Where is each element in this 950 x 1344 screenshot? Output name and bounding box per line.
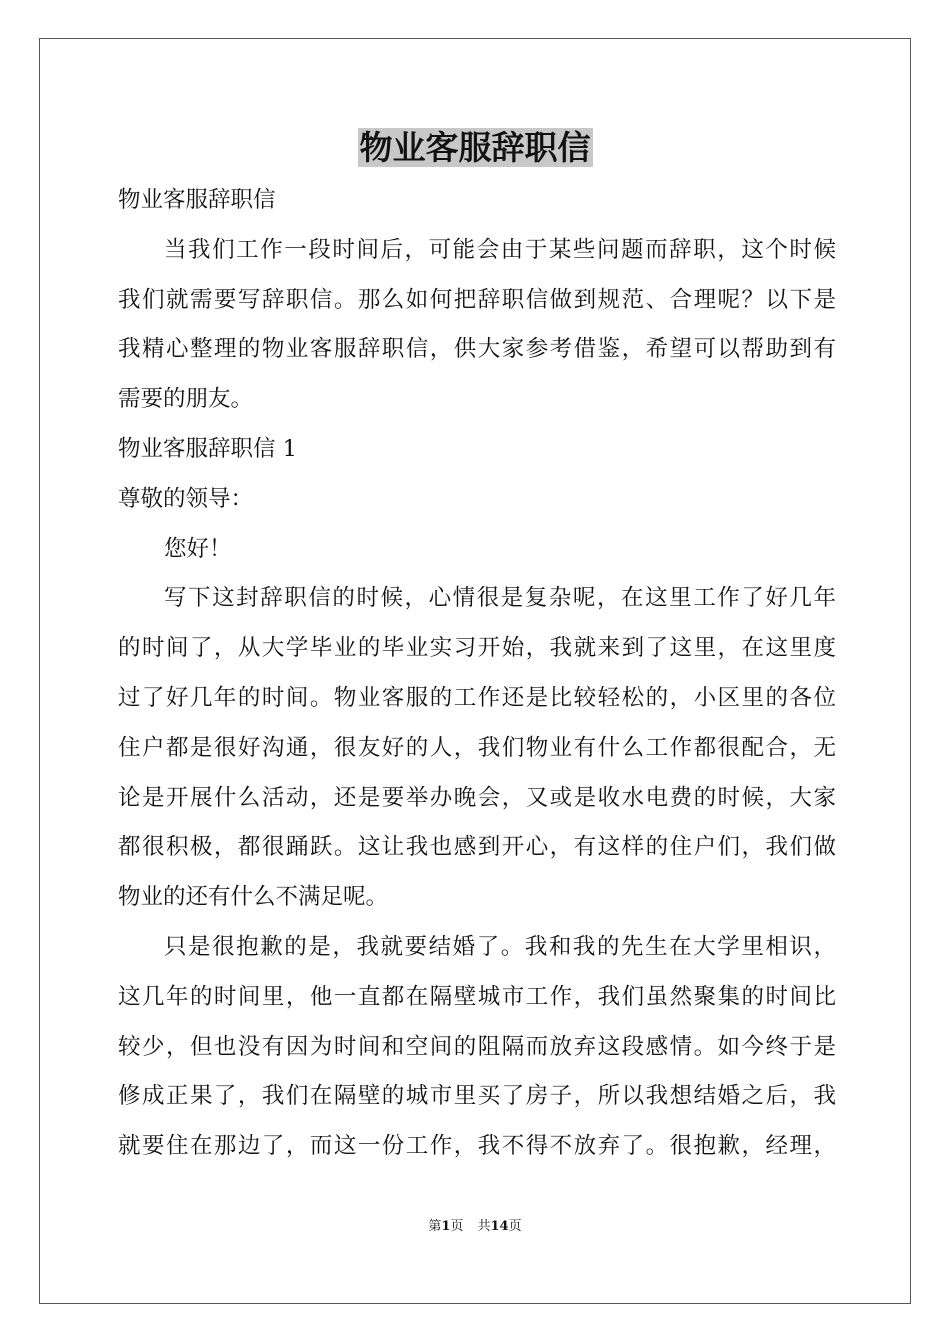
page-number: 1 — [441, 1219, 451, 1234]
total-suffix: 页 — [508, 1219, 522, 1234]
text-line: 修成正果了，我们在隔壁的城市里买了房子，所以我想结婚之后，我 — [118, 1083, 836, 1110]
text-line: 物业客服辞职信 — [118, 187, 276, 213]
text-line: 需要的朋友。 — [118, 386, 254, 413]
text-line: 都很积极，都很踊跃。这让我也感到开心，有这样的住户们，我们做 — [118, 834, 836, 861]
text-line: 物业客服辞职信 1 — [118, 435, 297, 462]
text-line: 住户都是很好沟通，很友好的人，我们物业有什么工作都很配合，无 — [118, 734, 836, 761]
text-line: 论是开展什么活动，还是要举办晚会，又或是收水电费的时候，大家 — [118, 784, 836, 811]
page-footer — [0, 1217, 950, 1237]
text-line: 我们就需要写辞职信。那么如何把辞职信做到规范、合理呢？以下是 — [118, 286, 836, 313]
title-text: 物业客服辞职信 — [359, 128, 591, 167]
text-line: 物业的还有什么不满足呢。 — [118, 884, 389, 911]
text-line: 写下这封辞职信的时候，心情很是复杂呢，在这里工作了好几年 — [164, 585, 836, 612]
text-line: 过了好几年的时间。物业客服的工作还是比较轻松的，小区里的各位 — [118, 684, 836, 711]
text-line: 只是很抱歉的是，我就要结婚了。我和我的先生在大学里相识， — [164, 933, 836, 960]
text-line: 的时间了，从大学毕业的毕业实习开始，我就来到了这里，在这里度 — [118, 635, 836, 662]
text-line: 就要住在那边了，而这一份工作，我不得不放弃了。很抱歉，经理， — [118, 1133, 836, 1160]
page-prefix: 第 — [428, 1219, 442, 1234]
text-line: 您好！ — [164, 535, 232, 562]
text-line: 较少，但也没有因为时间和空间的阻隔而放弃这段感情。如今终于是 — [118, 1033, 836, 1060]
text-line: 尊敬的领导： — [118, 485, 254, 512]
text-line: 当我们工作一段时间后，可能会由于某些问题而辞职，这个时候 — [164, 236, 836, 263]
document-body — [118, 176, 836, 1172]
text-line: 我精心整理的物业客服辞职信，供大家参考借鉴，希望可以帮助到有 — [118, 336, 836, 363]
total-prefix: 共 — [477, 1219, 491, 1234]
page-suffix: 页 — [450, 1219, 464, 1234]
text-line: 这几年的时间里，他一直都在隔壁城市工作，我们虽然聚集的时间比 — [118, 983, 836, 1010]
total-pages: 14 — [490, 1219, 509, 1234]
document-title — [0, 124, 950, 172]
